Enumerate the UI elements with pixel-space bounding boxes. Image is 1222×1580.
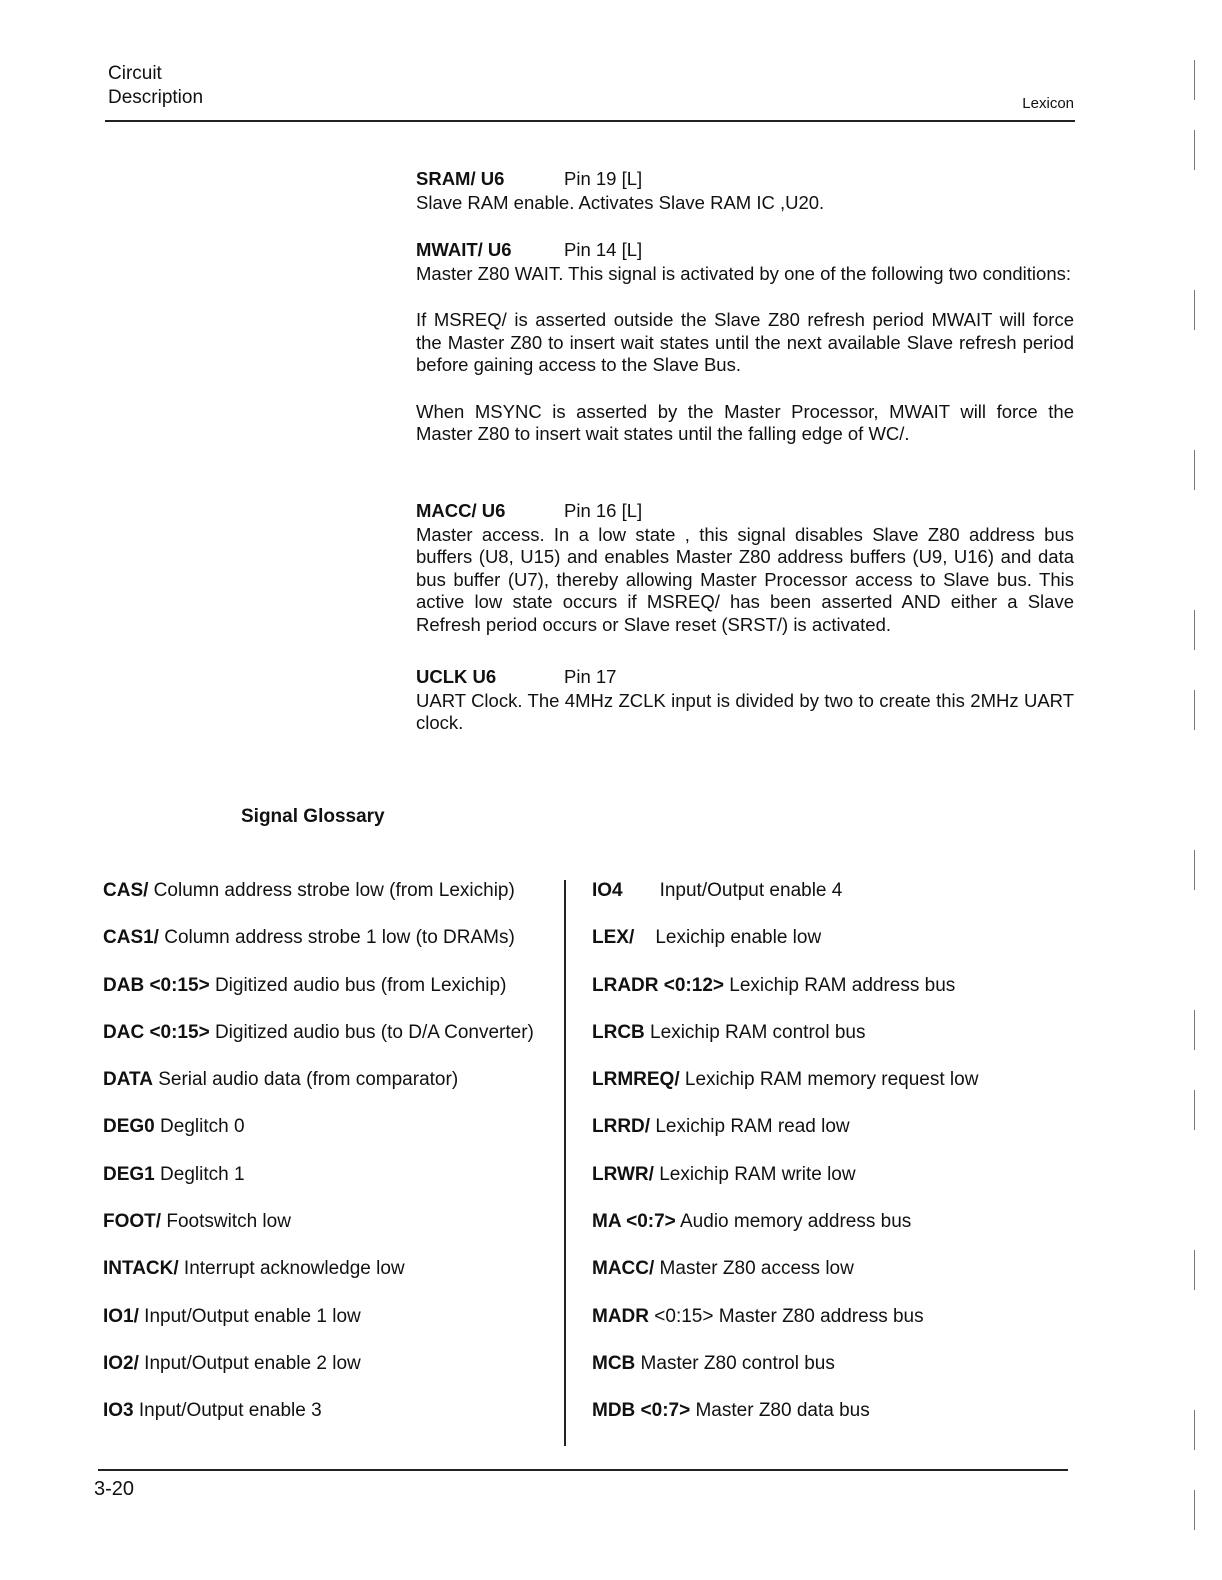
- glossary-term: MA <0:7>: [592, 1211, 676, 1233]
- glossary-term: MDB <0:7>: [592, 1400, 691, 1422]
- signal-entry-uclk: [416, 666, 1074, 735]
- signal-description: When MSYNC is asserted by the Master Processor, MWAIT will force the Master Z80 to insert wait states until the falling edge of WC/.: [416, 400, 1074, 444]
- scan-mark: [1194, 450, 1195, 490]
- signal-description: Slave RAM enable. Activates Slave RAM IC ,U20.: [416, 191, 825, 213]
- glossary-desc: Lexichip RAM control bus: [644, 1021, 866, 1043]
- glossary-item: [592, 1067, 1072, 1114]
- header-rule: [105, 120, 1075, 122]
- glossary-term: LEX/: [592, 927, 635, 949]
- signal-name: SRAM/ U6: [416, 168, 505, 189]
- signal-description: Master Z80 WAIT. This signal is activated by one of the following two conditions:: [416, 262, 1072, 284]
- glossary-right-column: [592, 878, 1072, 1446]
- glossary-item: [103, 1114, 563, 1161]
- glossary-term: LRMREQ/: [592, 1069, 680, 1091]
- signal-name: MACC/ U6: [416, 500, 506, 521]
- column-divider: [564, 880, 566, 1446]
- glossary-desc: Footswitch low: [161, 1211, 291, 1233]
- glossary-term: MACC/: [592, 1258, 655, 1280]
- glossary-item: [103, 1256, 563, 1303]
- glossary-term: LRWR/: [592, 1163, 654, 1185]
- glossary-term: LRADR <0:12>: [592, 974, 724, 996]
- glossary-term: MCB: [592, 1352, 636, 1374]
- glossary-term: CAS1/: [103, 927, 159, 949]
- glossary-item: [103, 1162, 563, 1209]
- glossary-desc: Deglitch 0: [154, 1116, 245, 1138]
- glossary-desc: Master Z80 data bus: [690, 1400, 870, 1422]
- signal-pin: Pin 16 [L]: [564, 500, 643, 521]
- glossary-item: [592, 925, 1072, 972]
- glossary-item: [103, 1209, 563, 1256]
- glossary-desc: Lexichip RAM memory request low: [679, 1069, 979, 1091]
- glossary-desc: Lexichip enable low: [634, 927, 822, 949]
- signal-name: MWAIT/ U6: [416, 239, 512, 260]
- signal-entry-mwait: [416, 239, 1074, 446]
- glossary-term: IO4: [592, 880, 623, 901]
- scan-mark: [1194, 1090, 1195, 1130]
- glossary-term: CAS/: [103, 880, 149, 901]
- header-section-line2: Description: [108, 87, 204, 108]
- glossary-desc: Digitized audio bus (from Lexichip): [209, 974, 507, 996]
- signal-entry-macc: [416, 500, 1074, 636]
- glossary-term: FOOT/: [103, 1211, 162, 1233]
- page-number: 3-20: [94, 1478, 135, 1500]
- glossary-item: [592, 1209, 1072, 1256]
- glossary-term: DAC <0:15>: [103, 1021, 210, 1043]
- glossary-item: [103, 878, 563, 925]
- scan-mark: [1194, 850, 1195, 890]
- glossary-item: [592, 1256, 1072, 1303]
- scan-mark: [1194, 1490, 1195, 1530]
- glossary-term: IO1/: [103, 1305, 139, 1327]
- scan-mark: [1194, 130, 1195, 170]
- glossary-desc: Lexichip RAM write low: [653, 1163, 856, 1185]
- signal-pin: Pin 17: [564, 666, 617, 687]
- glossary-desc: Input/Output enable 3: [133, 1400, 322, 1422]
- glossary-desc: Master Z80 access low: [654, 1258, 854, 1280]
- glossary-desc: Interrupt acknowledge low: [178, 1258, 405, 1280]
- glossary-desc: Lexichip RAM address bus: [724, 974, 956, 996]
- glossary-item: [592, 878, 1072, 925]
- header-section-line1: Circuit: [108, 63, 162, 84]
- glossary-term: MADR: [592, 1305, 649, 1327]
- glossary-desc: Digitized audio bus (to D/A Converter): [209, 1021, 534, 1043]
- scan-mark: [1194, 60, 1195, 100]
- glossary-desc: Deglitch 1: [154, 1163, 245, 1185]
- scan-margin-marks: [1194, 50, 1200, 1550]
- glossary-desc: Column address strobe low (from Lexichip): [148, 880, 515, 901]
- scan-mark: [1194, 690, 1195, 730]
- glossary-desc: Master Z80 control bus: [635, 1352, 835, 1374]
- glossary-term: IO2/: [103, 1352, 139, 1374]
- glossary-desc: Serial audio data (from comparator): [152, 1069, 459, 1091]
- signal-description: If MSREQ/ is asserted outside the Slave Z80 refresh period MWAIT will force the Master Z80 to insert wait states until the next available Slave refresh period before gaining access to the Slave Bus.: [416, 309, 1074, 375]
- signal-description: Master access. In a low state , this signal disables Slave Z80 address bus buffers (U8, U15) and enables Master Z80 address buffers (U9, U16) and data bus buffer (U7), thereby allowing Master Processor access to Slave bus. This active low state occurs if MSREQ/ has been asserted AND either a Slave Refresh period occurs or Slave reset (SRST/) is activated.: [416, 523, 1074, 635]
- glossary-desc: Input/Output enable 4: [622, 880, 843, 901]
- glossary-title: Signal Glossary: [241, 806, 385, 827]
- glossary-item: [592, 1304, 1072, 1351]
- scan-mark: [1194, 1250, 1195, 1290]
- glossary-item: [103, 1067, 563, 1114]
- glossary-item: [103, 1398, 563, 1445]
- glossary-desc: Audio memory address bus: [675, 1211, 912, 1233]
- signal-name: UCLK U6: [416, 666, 497, 687]
- header-brand: Lexicon: [1022, 95, 1074, 112]
- glossary-item: [592, 1114, 1072, 1161]
- glossary-desc: Lexichip RAM read low: [650, 1116, 850, 1138]
- scan-mark: [1194, 1410, 1195, 1450]
- signal-description: UART Clock. The 4MHz ZCLK input is divided by two to create this 2MHz UART clock.: [416, 689, 1074, 733]
- signal-pin: Pin 14 [L]: [564, 239, 643, 260]
- scan-mark: [1194, 610, 1195, 650]
- glossary-desc: <0:15> Master Z80 address bus: [649, 1305, 924, 1327]
- glossary-item: [592, 1020, 1072, 1067]
- glossary-term: DATA: [103, 1069, 153, 1091]
- glossary-desc: Input/Output enable 2 low: [138, 1352, 361, 1374]
- glossary-term: IO3: [103, 1400, 134, 1422]
- glossary-item: [103, 1351, 563, 1398]
- glossary-item: [103, 925, 563, 972]
- signal-entry-sram: [416, 168, 1074, 214]
- page-header-section: [108, 62, 203, 110]
- glossary-item: [592, 1398, 1072, 1445]
- glossary-desc: Input/Output enable 1 low: [138, 1305, 361, 1327]
- signal-pin: Pin 19 [L]: [564, 168, 643, 189]
- glossary-term: LRRD/: [592, 1116, 651, 1138]
- glossary-item: [103, 1020, 563, 1067]
- glossary-term: DAB <0:15>: [103, 974, 210, 996]
- glossary-term: DEG0: [103, 1116, 155, 1138]
- glossary-item: [592, 973, 1072, 1020]
- glossary-left-column: [103, 878, 563, 1446]
- glossary-item: [103, 1304, 563, 1351]
- glossary-desc: Column address strobe 1 low (to DRAMs): [158, 927, 515, 949]
- glossary-item: [592, 1351, 1072, 1398]
- scan-mark: [1194, 290, 1195, 330]
- glossary-term: INTACK/: [103, 1258, 179, 1280]
- scan-mark: [1194, 1010, 1195, 1050]
- glossary-term: DEG1: [103, 1163, 155, 1185]
- footer-rule: [98, 1469, 1068, 1471]
- glossary-item: [592, 1162, 1072, 1209]
- glossary-item: [103, 973, 563, 1020]
- glossary-term: LRCB: [592, 1021, 645, 1043]
